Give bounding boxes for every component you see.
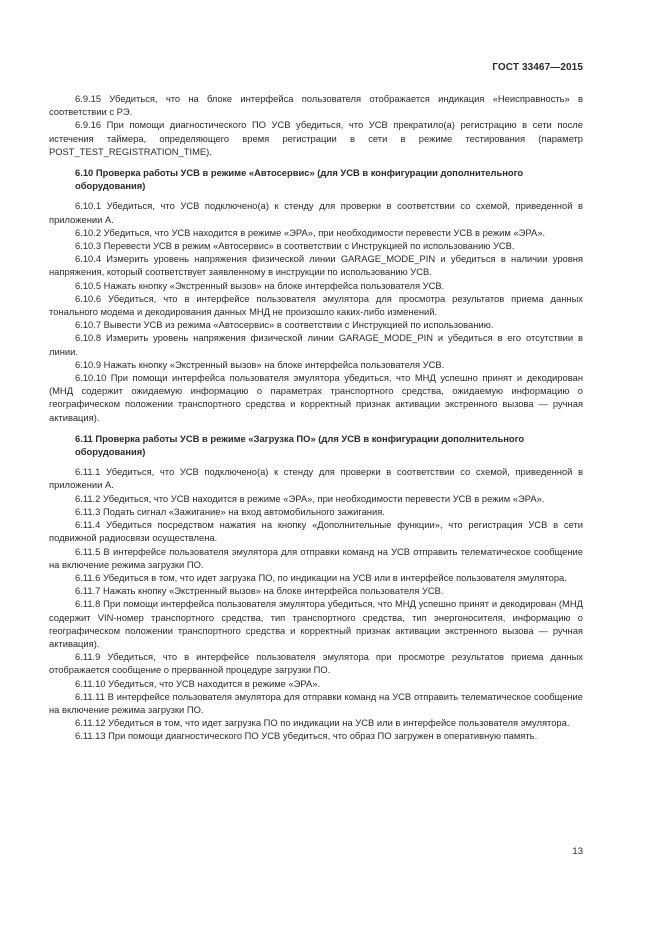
paragraph-6-11-4: 6.11.4 Убедиться посредством нажатия на кнопку «Дополнительные функции», что регистрация УСВ в сети подвижной радиосвязи осуществлена. [49, 519, 583, 544]
paragraph-6-10-9: 6.10.9 Нажать кнопку «Экстренный вызов» на блоке интерфейса пользователя УСВ. [75, 358, 445, 370]
paragraph-6-11-11: 6.11.11 В интерфейсе пользователя эмулятора для отправки команд на УСВ отправить телематическое сообщение на включение режима загрузки ПО. [49, 690, 583, 715]
paragraph-6-10-1: 6.10.1 Убедиться, что УСВ подключено(а) к стенду для проверки в соответствии со схемой, приведенной в приложении А. [49, 200, 583, 225]
paragraph-6-10-5: 6.10.5 Нажать кнопку «Экстренный вызов» на блоке интерфейса пользователя УСВ. [75, 279, 445, 291]
paragraph-6-10-8: 6.10.8 Измерить уровень напряжения физической линии GARAGE_MODE_PIN и убедиться в его отсутствии в линии. [49, 332, 583, 357]
section-heading-6-10: 6.10 Проверка работы УСВ в режиме «Автосервис» (для УСВ в конфигурации дополнительного оборудования) [75, 167, 524, 192]
document-header-gost-id: ГОСТ 33467—2015 [492, 62, 583, 73]
paragraph-6-9-16: 6.9.16 При помощи диагностического ПО УСВ убедиться, что УСВ прекратило(а) регистрацию в сети после истечения таймера, определяющего время регистрации в сети в режиме тестирования (параметр POST_TEST_REGISTRATION_TIME). [49, 119, 583, 157]
paragraph-6-10-4: 6.10.4 Измерить уровень напряжения физической линии GARAGE_MODE_PIN и убедиться в наличии уровня напряжения, который соответствует заявленному в инструкции по использованию УСВ. [49, 253, 583, 278]
document-body [49, 92, 583, 743]
paragraph-6-11-5: 6.11.5 В интерфейсе пользователя эмулятора для отправки команд на УСВ отправить телематическое сообщение на включение режима загрузки ПО. [49, 545, 583, 570]
paragraph-6-10-3: 6.10.3 Перевести УСВ в режим «Автосервис» в соответствии с Инструкцией по использованию УСВ. [75, 240, 515, 252]
paragraph-6-11-8: 6.11.8 При помощи интерфейса пользователя эмулятора убедиться, что МНД успешно принят и декодирован (МНД содержит VIN-номер транспортного средства, тип транспортного средства, тип энергоносителя, информацию о географическом положении транспортного средства и корректный признак активации экстренного вызова — ручная активация). [49, 598, 583, 649]
paragraph-6-11-12: 6.11.12 Убедиться в том, что идет загрузка ПО по индикации на УСВ или в интерфейсе пользователя эмулятора. [75, 717, 570, 729]
paragraph-6-11-13: 6.11.13 При помощи диагностического ПО УСВ убедиться, что образ ПО загружен в оперативную память. [75, 730, 538, 742]
paragraph-6-10-7: 6.10.7 Вывести УСВ из режима «Автосервис» в соответствии с Инструкцией по использованию. [75, 319, 494, 331]
paragraph-6-10-6: 6.10.6 Убедиться, что в интерфейсе пользователя эмулятора для просмотра результатов приема данных тонального модема и декодирования данных МНД не произошло каких-либо изменений. [49, 292, 583, 318]
paragraph-6-10-2: 6.10.2 Убедиться, что УСВ находится в режиме «ЭРА», при необходимости перевести УСВ в режим «ЭРА». [75, 226, 546, 238]
paragraph-6-11-3: 6.11.3 Подать сигнал «Зажигание» на вход автомобильного зажигания. [75, 505, 385, 517]
paragraph-6-11-7: 6.11.7 Нажать кнопку «Экстренный вызов» на блоке интерфейса пользователя УСВ. [75, 585, 444, 597]
paragraph-6-11-2: 6.11.2 Убедиться, что УСВ находится в режиме «ЭРА», при необходимости перевести УСВ в режим «ЭРА». [75, 492, 545, 504]
paragraph-6-11-1: 6.11.1 Убедиться, что УСВ подключено(а) к стенду для проверки в соответствии со схемой, приведенной в приложении А. [49, 466, 583, 491]
paragraph-6-10-10: 6.10.10 При помощи интерфейса пользователя эмулятора убедиться, что МНД успешно принят и декодирован (МНД содержит ожидаемую информацию о параметрах транспортного средства, ожидаемую информацию о географическом положении транспортного средства и корректный признак активации экстренного вызова — ручная активация). [49, 372, 583, 423]
page-number: 13 [572, 846, 583, 857]
paragraph-6-11-6: 6.11.6 Убедиться в том, что идет загрузка ПО, по индикации на УСВ или в интерфейсе пользователя эмулятора. [75, 571, 567, 583]
paragraph-6-9-15: 6.9.15 Убедиться, что на блоке интерфейса пользователя отображается индикация «Неисправность» в соответствии с РЭ. [49, 93, 583, 118]
paragraph-6-11-10: 6.11.10 Убедиться, что УСВ находится в режиме «ЭРА». [75, 677, 321, 689]
section-heading-6-11: 6.11 Проверка работы УСВ в режиме «Загрузка ПО» (для УСВ в конфигурации дополнительного оборудования) [75, 432, 525, 458]
paragraph-6-11-9: 6.11.9 Убедиться, что в интерфейсе пользователя эмулятора при просмотре результатов приема данных отображается сообщение о прерванной процедуре загрузки ПО. [49, 651, 583, 676]
